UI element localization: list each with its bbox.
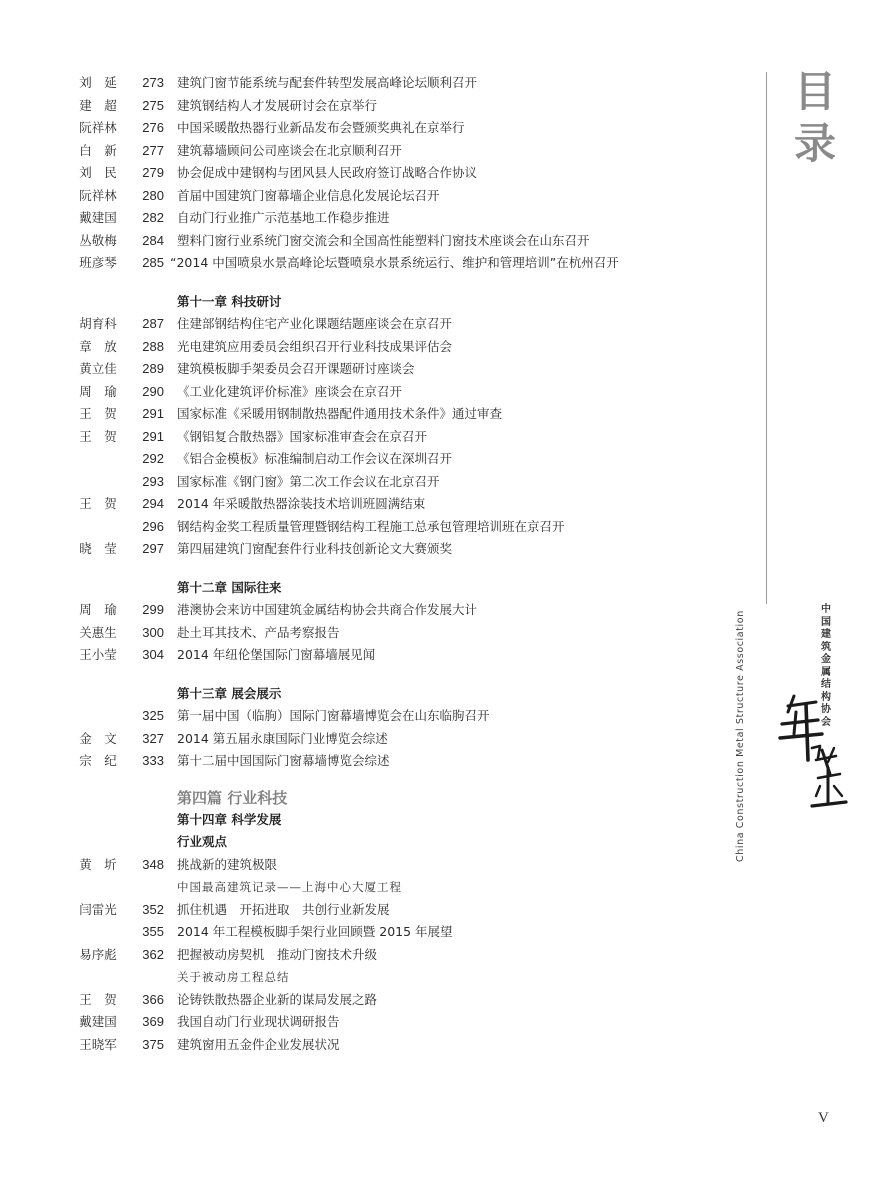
entry-author: 丛敬梅	[79, 232, 117, 248]
entry-title: 我国自动门行业现状调研报告	[177, 1014, 340, 1029]
entry-title: 首届中国建筑门窗幕墙企业信息化发展论坛召开	[177, 187, 440, 203]
entry-author: 黄 圻	[79, 856, 117, 872]
entry-page-number: 277	[142, 142, 164, 158]
entry-page-number: 297	[142, 541, 164, 556]
entry-author: 班彦琴	[79, 255, 117, 270]
entry-page-number: 333	[142, 753, 164, 768]
association-char: 属	[821, 666, 831, 678]
entry-author: 戴建国	[79, 210, 117, 225]
entry-author: 建 超	[79, 97, 117, 113]
entry-page-number: 276	[142, 120, 164, 135]
entry-title: 第一届中国（临朐）国际门窗幕墙博览会在山东临朐召开	[177, 708, 490, 723]
entry-page-number: 287	[142, 316, 164, 331]
entry-title: 国家标准《采暖用钢制散热器配件通用技术条件》通过审查	[177, 406, 503, 421]
association-char: 结	[821, 679, 831, 690]
entry-page-number: 275	[142, 97, 164, 113]
entry-title: 《钢铝复合散热器》国家标准审查会在京召开	[177, 428, 428, 444]
association-char: 协	[821, 704, 831, 715]
entry-title: 论铸铁散热器企业新的谋局发展之路	[177, 991, 378, 1007]
entry-title: 建筑模板脚手架委员会召开课题研讨座谈会	[177, 361, 415, 376]
divider-line	[766, 72, 767, 604]
entry-page-number: 290	[142, 383, 164, 399]
entry-author: 黄立佳	[79, 361, 117, 376]
association-char: 建	[821, 629, 831, 640]
entry-title: 《工业化建筑评价标准》座谈会在京召开	[177, 383, 403, 399]
entry-page-number: 292	[142, 451, 164, 466]
entry-title: “2014 中国喷泉水景高峰论坛暨喷泉水景系统运行、维护和管理培训”在杭州召开	[170, 255, 619, 270]
entry-page-number: 348	[142, 856, 164, 872]
subtitle-text: 中国最高建筑记录——上海中心大厦工程	[177, 880, 402, 894]
section-title: 行业观点	[177, 834, 228, 849]
entry-author: 金 文	[79, 730, 117, 746]
entry-page-number: 291	[142, 428, 164, 444]
entry-page-number: 282	[142, 210, 164, 225]
entry-author: 易序彪	[79, 946, 117, 962]
entry-page-number: 352	[142, 901, 164, 917]
entry-author: 戴建国	[79, 1014, 117, 1029]
entry-title: 第四届建筑门窗配套件行业科技创新论文大赛颁奖	[177, 541, 453, 556]
entry-author: 王 贺	[79, 406, 117, 421]
entry-page-number: 362	[142, 946, 164, 962]
entry-page-number: 304	[142, 647, 164, 662]
association-char: 国	[821, 616, 831, 628]
chapter-title: 第十一章 科技研讨	[177, 293, 282, 309]
entry-title: 建筑钢结构人才发展研讨会在京举行	[177, 97, 378, 113]
entry-title: 《铝合金模板》标准编制启动工作会议在深圳召开	[177, 451, 453, 466]
entry-author: 宗 纪	[79, 753, 117, 768]
entry-title: 2014 年工程模板脚手架行业回顾暨 2015 年展望	[177, 924, 453, 939]
entry-author: 周 瑜	[79, 383, 117, 399]
entry-title: 光电建筑应用委员会组织召开行业科技成果评估会	[177, 338, 453, 354]
entry-page-number: 285	[142, 255, 164, 270]
entry-author: 阮祥林	[79, 187, 117, 203]
entry-author: 王 贺	[79, 428, 117, 444]
entry-page-number: 355	[142, 924, 164, 939]
entry-page-number: 284	[142, 232, 164, 248]
entry-title: 第十二届中国国际门窗幕墙博览会综述	[177, 753, 390, 768]
entry-title: 挑战新的建筑极限	[177, 856, 278, 872]
entry-title: 2014 年采暖散热器涂装技术培训班圆满结束	[177, 496, 426, 511]
entry-title: 港澳协会来访中国建筑金属结构协会共商合作发展大计	[177, 602, 478, 617]
entry-page-number: 369	[142, 1014, 164, 1029]
entry-author: 阮祥林	[79, 120, 117, 135]
association-name-english: China Construction Metal Structure Association	[735, 610, 746, 862]
entry-author: 关惠生	[79, 624, 117, 640]
entry-page-number: 325	[142, 708, 164, 723]
part-title: 第四篇 行业科技	[177, 788, 288, 807]
entry-page-number: 273	[142, 75, 164, 90]
entry-author: 王 贺	[79, 991, 117, 1007]
entry-author: 周 瑜	[79, 602, 117, 617]
entry-page-number: 327	[142, 730, 164, 746]
entry-page-number: 289	[142, 361, 164, 376]
entry-title: 2014 年纽伦堡国际门窗幕墙展见闻	[177, 647, 376, 662]
entry-page-number: 299	[142, 602, 164, 617]
entry-author: 白 新	[79, 142, 117, 158]
entry-author: 王小莹	[79, 647, 117, 662]
entry-page-number: 294	[142, 496, 164, 511]
entry-page-number: 288	[142, 338, 164, 354]
entry-page-number: 296	[142, 518, 164, 534]
entry-page-number: 279	[142, 165, 164, 180]
entry-author: 晓 莹	[79, 541, 117, 556]
entry-title: 抓住机遇 开拓进取 共创行业新发展	[177, 901, 390, 917]
chapter-title: 第十二章 国际往来	[177, 579, 282, 595]
association-char: 会	[821, 716, 831, 728]
entry-page-number: 293	[142, 473, 164, 489]
toc-heading-char: 目	[793, 67, 836, 116]
association-char: 金	[821, 654, 831, 665]
entry-page-number: 366	[142, 991, 164, 1007]
page-number: V	[818, 1110, 829, 1126]
toc-heading	[790, 66, 840, 170]
entry-page-number: 280	[142, 187, 164, 203]
yearbook-calligraphy-logo	[772, 690, 852, 820]
association-char: 构	[821, 691, 831, 703]
entry-title: 钢结构金奖工程质量管理暨钢结构工程施工总承包管理培训班在京召开	[177, 518, 565, 534]
subtitle-text: 关于被动房工程总结	[177, 970, 290, 984]
entry-title: 把握被动房契机 推动门窗技术升级	[177, 946, 378, 962]
entry-title: 赴土耳其技术、产品考察报告	[177, 624, 340, 640]
entry-title: 自动门行业推广示范基地工作稳步推进	[177, 210, 390, 225]
entry-author: 刘 民	[79, 165, 117, 180]
entry-title: 协会促成中建钢构与团风县人民政府签订战略合作协议	[177, 165, 478, 180]
chapter-title: 第十三章 展会展示	[177, 685, 282, 701]
entry-title: 2014 第五届永康国际门业博览会综述	[177, 730, 388, 746]
entry-author: 胡育科	[79, 316, 117, 331]
entry-page-number: 300	[142, 624, 164, 640]
entry-page-number: 375	[142, 1036, 164, 1052]
entry-page-number: 291	[142, 406, 164, 421]
entry-title: 中国采暖散热器行业新品发布会暨颁奖典礼在京举行	[177, 120, 465, 135]
association-char: 筑	[821, 641, 831, 653]
entry-title: 国家标准《钢门窗》第二次工作会议在北京召开	[177, 473, 440, 489]
chapter-title: 第十四章 科学发展	[177, 811, 282, 827]
entry-author: 刘 延	[79, 75, 117, 90]
association-char: 中	[821, 604, 831, 615]
entry-author: 章 放	[79, 338, 117, 354]
entry-author: 王晓军	[79, 1036, 117, 1052]
entry-title: 住建部钢结构住宅产业化课题结题座谈会在京召开	[177, 316, 453, 331]
entry-title: 建筑幕墙顾问公司座谈会在北京顺利召开	[177, 142, 403, 158]
entry-author: 闫雷光	[79, 901, 117, 917]
entry-author: 王 贺	[79, 496, 117, 511]
entry-title: 建筑窗用五金件企业发展状况	[177, 1036, 340, 1052]
entry-title: 塑料门窗行业系统门窗交流会和全国高性能塑料门窗技术座谈会在山东召开	[177, 232, 590, 248]
entry-title: 建筑门窗节能系统与配套件转型发展高峰论坛顺利召开	[177, 75, 478, 90]
toc-heading-char: 录	[793, 119, 836, 168]
